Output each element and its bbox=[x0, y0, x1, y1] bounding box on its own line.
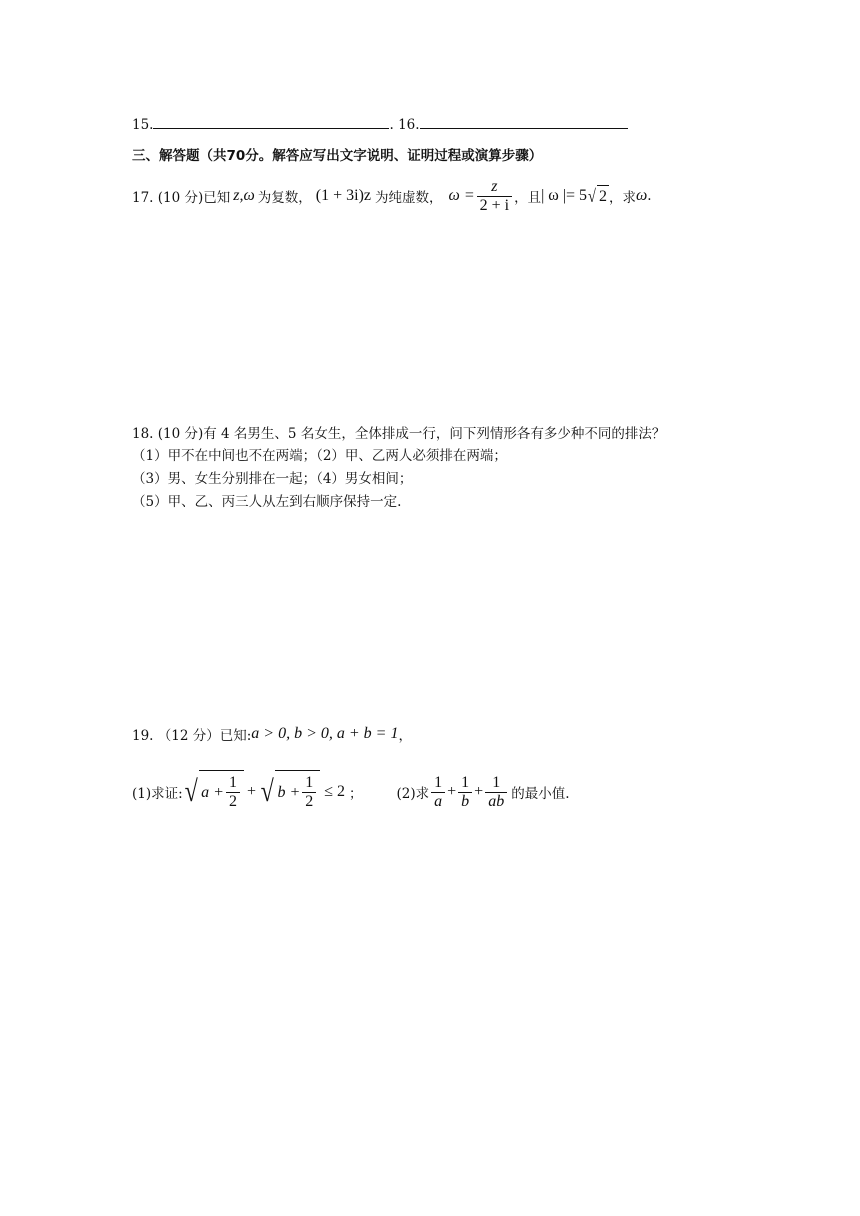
q16-label: . 16. bbox=[389, 117, 420, 133]
q17-text-1: 为复数， bbox=[257, 190, 312, 206]
question-19-parts bbox=[132, 766, 570, 818]
q17-text-5: . bbox=[647, 188, 652, 204]
q18-line-2: （1）甲不在中间也不在两端；（2）甲、乙两人必须排在两端； bbox=[132, 448, 507, 464]
q18-line-1: 18. (10 分)有 4 名男生、5 名女生，全体排成一行，问下列情形各有多少种不同的排法？ bbox=[132, 426, 666, 442]
q19-part2-label: (2)求 bbox=[396, 786, 430, 802]
q19-frac-1-b bbox=[458, 774, 472, 811]
q17-omega: ω bbox=[635, 187, 648, 204]
q16-blank bbox=[420, 114, 628, 129]
q17-omega-eq: ω = bbox=[448, 187, 475, 204]
q17-fraction-num: z bbox=[477, 178, 512, 197]
q19-half-a-num: 1 bbox=[226, 774, 240, 793]
q17-sqrt bbox=[587, 185, 609, 207]
section-heading: 三、解答题（共70分。解答应写出文字说明、证明过程或演算步骤） bbox=[132, 148, 543, 164]
q19-frac-1-a-num: 1 bbox=[431, 774, 445, 793]
q19-half-a bbox=[226, 774, 240, 811]
q19-plus: + bbox=[246, 783, 256, 800]
answer-blanks-row bbox=[132, 114, 628, 135]
q19-frac-1-b-num: 1 bbox=[458, 774, 472, 793]
q19-prefix: 19. （12 分）已知: bbox=[132, 728, 252, 744]
q19-part1-label: (1)求证: bbox=[132, 786, 183, 802]
q19-frac-1-ab bbox=[485, 774, 507, 811]
q18-line-3: （3）男、女生分别排在一起；（4）男女相间； bbox=[132, 471, 413, 487]
q19-plus-2: + bbox=[447, 783, 457, 800]
q19-frac-1-b-den: b bbox=[461, 792, 470, 810]
question-19-header bbox=[132, 722, 412, 746]
question-17 bbox=[132, 174, 652, 218]
q17-fraction bbox=[477, 178, 512, 215]
radical-sign-icon: √ bbox=[260, 775, 274, 808]
q19-frac-1-ab-den: ab bbox=[488, 792, 505, 810]
q19-plus-3: + bbox=[474, 783, 484, 800]
q19-half-b-den: 2 bbox=[305, 793, 314, 810]
q17-expr: (1 + 3i)z bbox=[315, 187, 372, 204]
q19-text-1: ， bbox=[398, 728, 412, 744]
q19-condition: a > 0, b > 0, a + b = 1 bbox=[251, 725, 399, 742]
q19-sqrt-b bbox=[259, 770, 320, 814]
q19-half-b-num: 1 bbox=[302, 774, 316, 793]
q17-vars: z,ω bbox=[233, 187, 255, 204]
q19-sqrt-a bbox=[183, 770, 244, 814]
radical-sign-icon: √ bbox=[588, 186, 596, 206]
q17-prefix: 17. (10 分)已知 bbox=[132, 190, 231, 206]
q15-blank bbox=[153, 114, 389, 129]
q17-fraction-den: 2 + i bbox=[479, 196, 510, 214]
q19-frac-1-a-den: a bbox=[434, 792, 443, 810]
q19-half-a-den: 2 bbox=[228, 793, 237, 810]
q17-sqrt-value: 2 bbox=[597, 185, 609, 207]
q19-frac-1-a bbox=[431, 774, 445, 811]
q19-b-term: b + bbox=[277, 783, 301, 801]
q17-text-3: ，且 bbox=[514, 190, 542, 206]
q19-a-term: a + bbox=[201, 783, 224, 801]
radical-sign-icon: √ bbox=[184, 775, 198, 808]
q18-line-4: （5）甲、乙、丙三人从左到右顺序保持一定. bbox=[132, 494, 402, 510]
q17-abs-expr: | ω |= 5 bbox=[541, 187, 588, 204]
q19-half-b bbox=[302, 774, 316, 811]
q19-text-2: ； bbox=[349, 786, 363, 802]
q19-leq: ≤ 2 bbox=[324, 783, 346, 800]
q17-text-2: 为纯虚数， bbox=[375, 190, 443, 206]
q17-text-4: ，求 bbox=[608, 190, 636, 206]
q15-label: 15. bbox=[132, 117, 154, 133]
q19-frac-1-ab-num: 1 bbox=[485, 774, 507, 793]
q19-text-3: 的最小值. bbox=[511, 786, 570, 802]
